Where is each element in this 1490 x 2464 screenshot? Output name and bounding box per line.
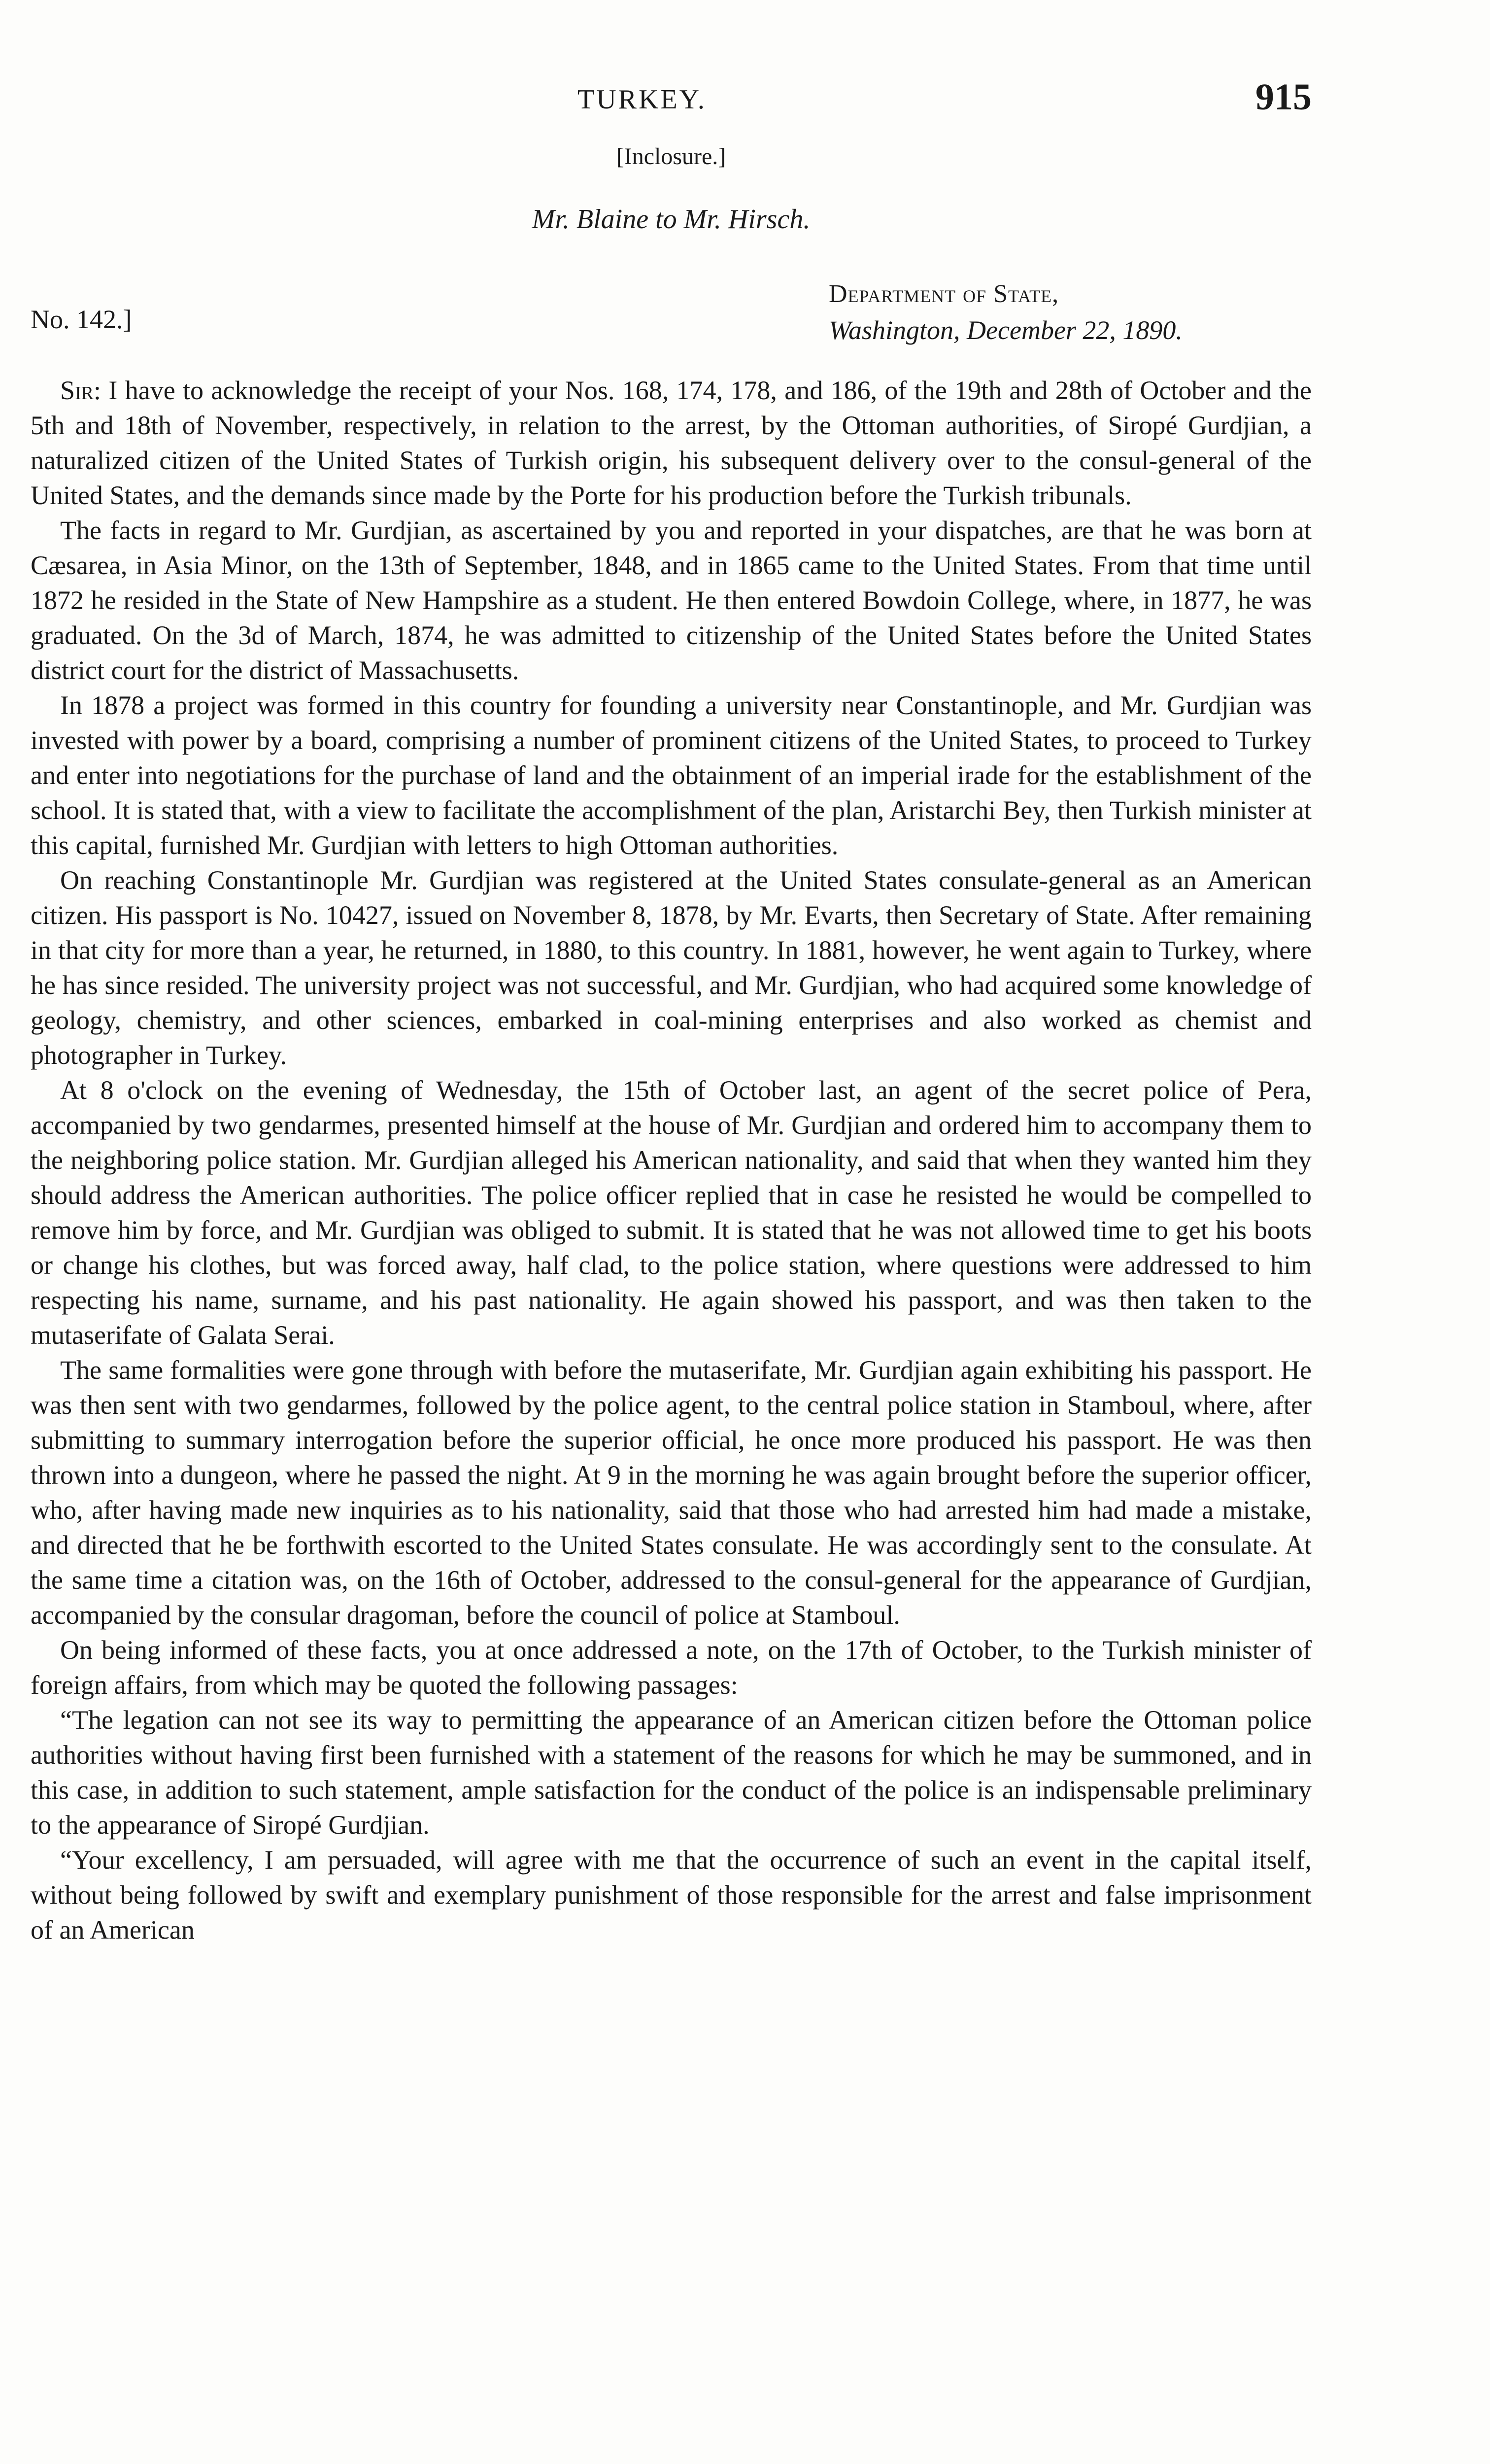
- place-date-line: Washington, December 22, 1890.: [829, 315, 1183, 345]
- page-number: 915: [1255, 76, 1312, 118]
- letter-body: [31, 373, 1312, 1948]
- quoted-paragraph: “The legation can not see its way to permitting the appearance of an American citizen before the Ottoman police authorities without having first been furnished with a statement of the reasons for which he may be summoned, and in this case, in addition to such statement, ample satisfaction for the conduct of the police is an indispensable preliminary to the appearance of Siropé Gurdjian.: [31, 1705, 1312, 1840]
- department-line: Department of State,: [829, 280, 1059, 308]
- running-head: TURKEY.: [577, 84, 707, 115]
- page-header: [31, 74, 1312, 128]
- salutation: Sir:: [60, 376, 102, 405]
- paragraph-text: I have to acknowledge the receipt of your Nos. 168, 174, 178, and 186, of the 19th and 28th of October and the 5th and 18th of November, respectively, in relation to the arrest, by the Ottoman authorities, of Siropé Gurdjian, a naturalized citizen of the United States of Turkish origin, his subsequent delivery over to the consul-general of the United States, and the demands since made by the Porte for his production before the Turkish tribunals.: [31, 376, 1312, 510]
- paragraph: At 8 o'clock on the evening of Wednesday, the 15th of October last, an agent of the secret police of Pera, accompanied by two gendarmes, presented himself at the house of Mr. Gurdjian and ordered him to accompany them to the neighboring police station. Mr. Gurdjian alleged his American nationality, and said that when they wanted him they should address the American authorities. The police officer replied that in case he resisted he would be compelled to remove him by force, and Mr. Gurdjian was obliged to submit. It is stated that he was not allowed time to get his boots or change his clothes, but was forced away, half clad, to the police station, where questions were addressed to him respecting his name, surname, and his past nationality. He again showed his passport, and was then taken to the mutaserifate of Galata Serai.: [31, 1075, 1312, 1350]
- paragraph: The facts in regard to Mr. Gurdjian, as ascertained by you and reported in your dispatches, are that he was born at Cæsarea, in Asia Minor, on the 13th of September, 1848, and in 1865 came to the United States. From that time until 1872 he resided in the State of New Hampshire as a student. He then entered Bowdoin College, where, in 1877, he was graduated. On the 3d of March, 1874, he was admitted to citizenship of the United States before the United States district court for the district of Massachusetts.: [31, 515, 1312, 685]
- document-page: [31, 74, 1312, 1948]
- document-number: No. 142.]: [31, 305, 132, 334]
- paragraph: On reaching Constantinople Mr. Gurdjian was registered at the United States consulate-general as an American citizen. His passport is No. 10427, issued on November 8, 1878, by Mr. Evarts, then Secretary of State. After remaining in that city for more than a year, he returned, in 1880, to this country. In 1881, however, he went again to Turkey, where he has since resided. The university project was not successful, and Mr. Gurdjian, who had acquired some knowledge of geology, chemistry, and other sciences, embarked in coal-mining enterprises and also worked as chemist and photographer in Turkey.: [31, 865, 1312, 1070]
- paragraph: In 1878 a project was formed in this country for founding a university near Constantinople, and Mr. Gurdjian was invested with power by a board, comprising a number of prominent citizens of the United States, to proceed to Turkey and enter into negotiations for the purchase of land and the obtainment of an imperial irade for the establishment of the school. It is stated that, with a view to facilitate the accomplishment of the plan, Aristarchi Bey, then Turkish minister at this capital, furnished Mr. Gurdjian with letters to high Ottoman authorities.: [31, 690, 1312, 860]
- quoted-paragraph: “Your excellency, I am persuaded, will agree with me that the occurrence of such an event in the capital itself, without being followed by swift and exemplary punishment of those responsible for the arrest and false imprisonment of an American: [31, 1845, 1312, 1945]
- paragraph: The same formalities were gone through with before the mutaserifate, Mr. Gurdjian again exhibiting his passport. He was then sent with two gendarmes, followed by the police agent, to the central police station in Stamboul, where, after submitting to summary interrogation before the superior official, he once more produced his passport. He was then thrown into a dungeon, where he passed the night. At 9 in the morning he was again brought before the superior officer, who, after having made new inquiries as to his nationality, said that those who had arrested him had made a mistake, and directed that he be forthwith escorted to the United States consulate. He was accordingly sent to the consulate. At the same time a citation was, on the 16th of October, addressed to the consul-general for the appearance of Gurdjian, accompanied by the consular dragoman, before the council of police at Stamboul.: [31, 1355, 1312, 1630]
- inclosure-label: [Inclosure.]: [616, 143, 726, 170]
- document-title: Mr. Blaine to Mr. Hirsch.: [532, 204, 811, 235]
- paragraph: [31, 373, 1312, 513]
- paragraph: On being informed of these facts, you at once addressed a note, on the 17th of October, to the Turkish minister of foreign affairs, from which may be quoted the following passages:: [31, 1635, 1312, 1700]
- dateline-row: [31, 279, 1312, 363]
